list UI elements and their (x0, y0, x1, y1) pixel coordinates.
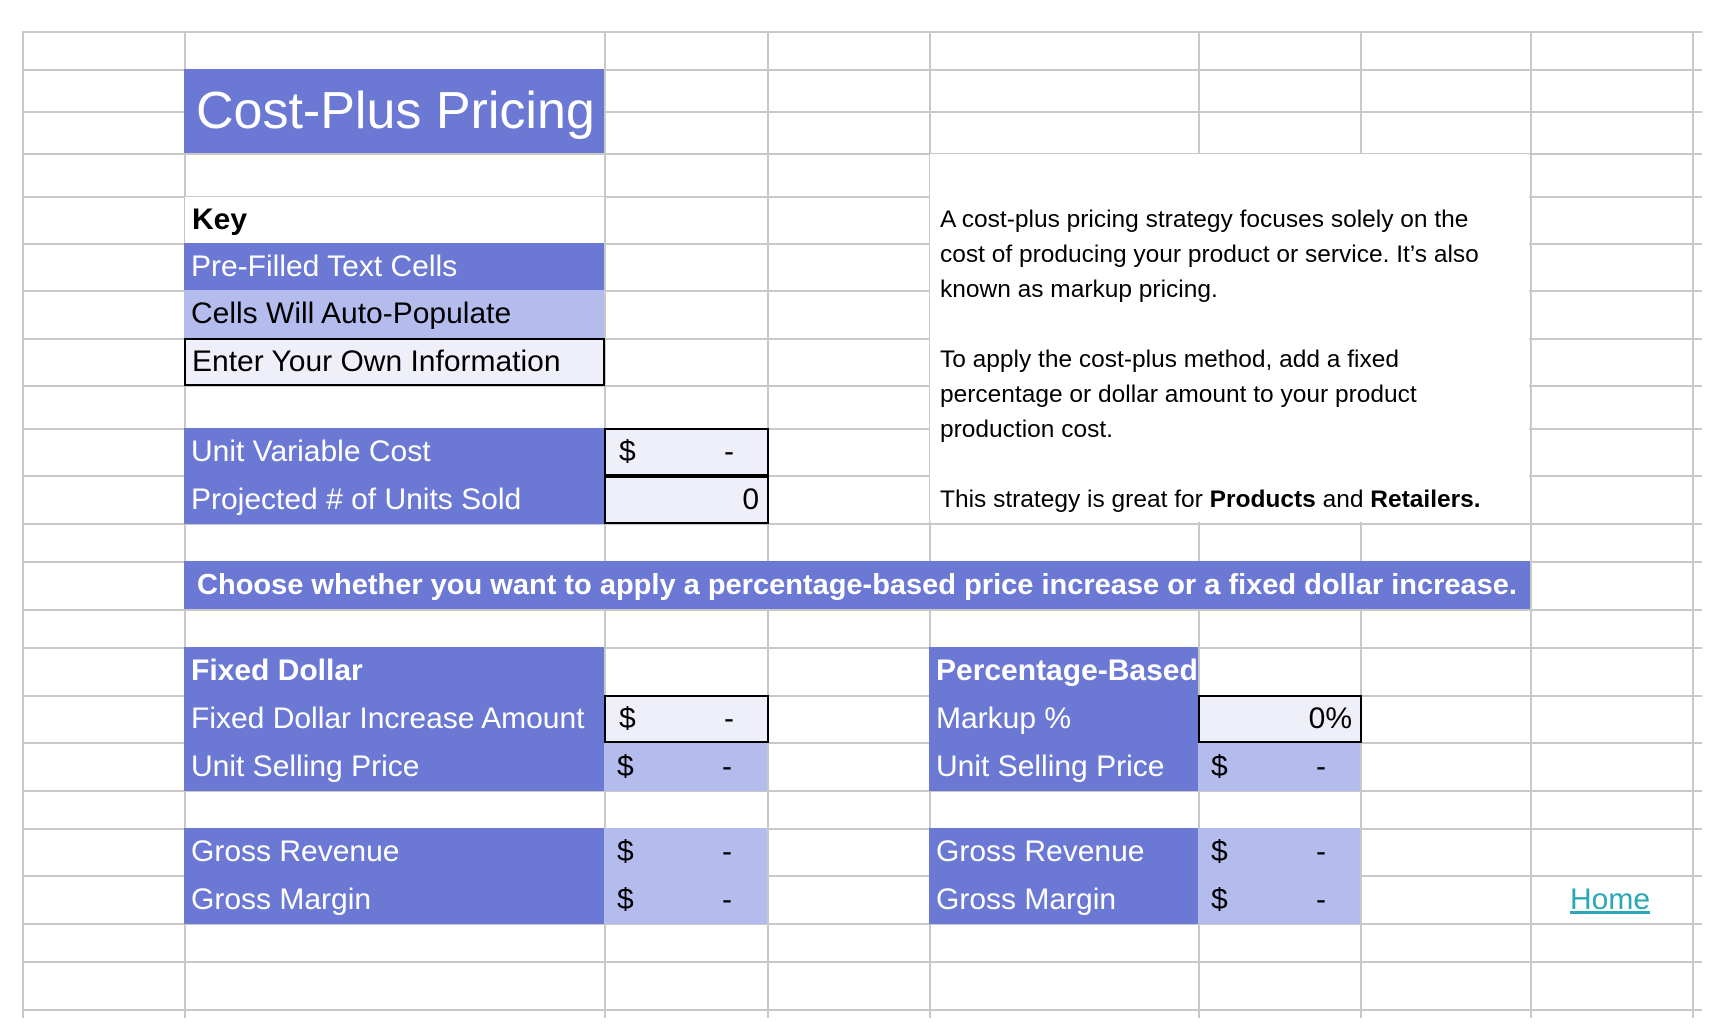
currency-symbol: $ (619, 702, 636, 735)
percent-unit-price-value (1198, 743, 1360, 791)
fixed-gross-margin-amount: - (722, 883, 732, 916)
units-sold-input[interactable]: 0 (604, 476, 769, 524)
key-prefilled-cell: Pre-Filled Text Cells (184, 243, 604, 290)
instruction-banner: Choose whether you want to apply a percentage-based price increase or a fixed dollar increase. (184, 561, 1530, 609)
currency-symbol: $ (617, 750, 634, 783)
currency-symbol: $ (617, 883, 634, 916)
unit-variable-cost-value: - (724, 435, 734, 468)
percentage-based-heading: Percentage-Based (929, 647, 1198, 695)
fixed-increase-value: - (724, 702, 734, 735)
percent-gross-margin-amount: - (1316, 883, 1326, 916)
fixed-increase-label: Fixed Dollar Increase Amount (184, 695, 604, 743)
fixed-unit-price-amount: - (722, 750, 732, 783)
fixed-unit-price-value (604, 743, 767, 791)
currency-symbol: $ (1211, 750, 1228, 783)
percent-unit-price-label: Unit Selling Price (929, 743, 1198, 791)
fixed-increase-input[interactable] (604, 695, 769, 743)
strategy-description (940, 202, 1520, 552)
description-paragraph-1: A cost-plus pricing strategy focuses solely on the cost of producing your product or service. It’s also known as markup pricing. (940, 206, 1479, 303)
description-paragraph-3: This strategy is great for Products and Retailers. (940, 486, 1481, 513)
products-bold: Products (1209, 486, 1316, 513)
currency-symbol: $ (617, 835, 634, 868)
key-heading: Key (185, 197, 604, 243)
percent-gross-revenue-label: Gross Revenue (929, 828, 1198, 876)
fixed-dollar-heading: Fixed Dollar (184, 647, 604, 695)
currency-symbol: $ (1211, 835, 1228, 868)
retailers-bold: Retailers. (1370, 486, 1481, 513)
unit-variable-cost-input[interactable] (604, 428, 769, 476)
currency-symbol: $ (619, 435, 636, 468)
percent-unit-price-amount: - (1316, 750, 1326, 783)
fixed-gross-revenue-label: Gross Revenue (184, 828, 604, 876)
markup-percent-label: Markup % (929, 695, 1198, 743)
fixed-gross-margin-value (604, 876, 767, 924)
key-enter-info-cell[interactable]: Enter Your Own Information (184, 338, 605, 386)
unit-variable-cost-label: Unit Variable Cost (184, 428, 604, 476)
percent-gross-margin-label: Gross Margin (929, 876, 1198, 924)
fixed-gross-margin-label: Gross Margin (184, 876, 604, 924)
percent-gross-revenue-amount: - (1316, 835, 1326, 868)
page-title: Cost-Plus Pricing (184, 69, 604, 153)
percent-gross-revenue-value (1198, 828, 1360, 876)
key-auto-populate-cell: Cells Will Auto-Populate (184, 290, 604, 338)
units-sold-label: Projected # of Units Sold (184, 476, 604, 524)
description-paragraph-2: To apply the cost-plus method, add a fixed percentage or dollar amount to your product production cost. (940, 346, 1417, 443)
currency-symbol: $ (1211, 883, 1228, 916)
home-link[interactable]: Home (1570, 883, 1651, 916)
fixed-gross-revenue-amount: - (722, 835, 732, 868)
fixed-unit-price-label: Unit Selling Price (184, 743, 604, 791)
markup-percent-input[interactable]: 0% (1198, 695, 1362, 743)
percent-gross-margin-value (1198, 876, 1360, 924)
fixed-gross-revenue-value (604, 828, 767, 876)
